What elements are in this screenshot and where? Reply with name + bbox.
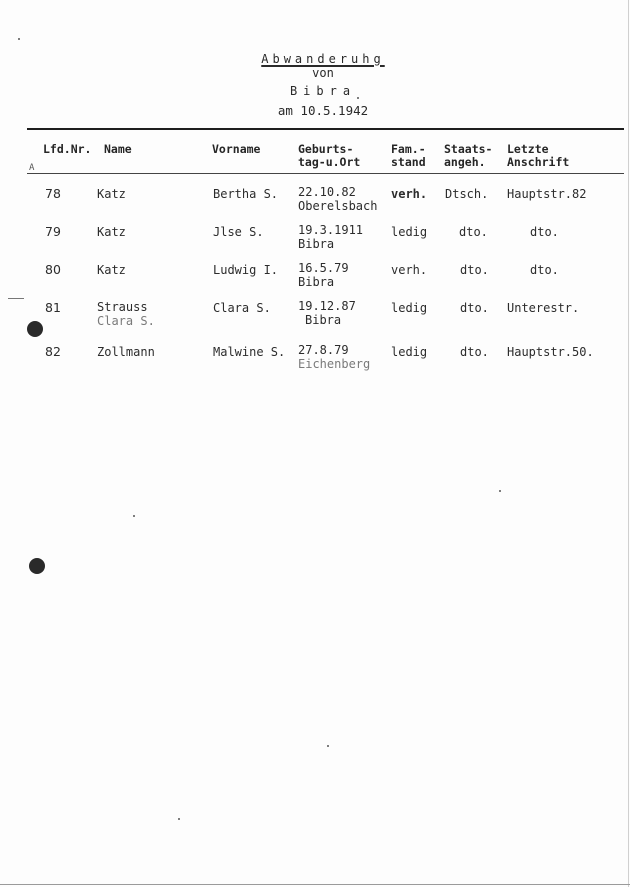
cell-anschrift: Hauptstr.82 (507, 187, 587, 201)
cell-vorname: Ludwig I. (213, 263, 279, 277)
cell-geburt (298, 299, 356, 327)
cell-name: Zollmann (97, 345, 155, 359)
header-geburt-line2: tag-u.Ort (298, 155, 361, 169)
header-staat-line2: angeh. (444, 155, 486, 169)
cell-geburt (298, 185, 377, 213)
punch-hole-bottom (29, 558, 45, 574)
punch-hole-top (27, 321, 43, 337)
cell-nr: 81 (45, 300, 61, 315)
header-staat-line1: Staats- (444, 142, 493, 156)
header-geburt-line1: Geburts- (298, 142, 354, 156)
cell-geburt-ort: Oberelsbach (298, 199, 378, 213)
cell-nr: 78 (45, 186, 61, 201)
cell-stand: verh. (391, 187, 428, 201)
cell-anschrift: Hauptstr.50. (507, 345, 594, 359)
cell-vorname: Jlse S. (213, 225, 264, 239)
header-nr: Lfd.Nr. (43, 142, 92, 156)
ink-speck (499, 490, 501, 492)
header-geburt (298, 143, 360, 169)
cell-geburt-datum: 22.10.82 (298, 185, 356, 199)
margin-marker: A (29, 163, 35, 173)
document-place: Bibra (289, 84, 357, 98)
table-top-rule (27, 128, 624, 130)
margin-tick (8, 298, 24, 299)
cell-name-line2: Clara S. (97, 314, 155, 328)
header-name: Name (104, 142, 132, 156)
header-anschrift-line1: Letzte (507, 142, 549, 156)
cell-anschrift: Unterestr. (507, 301, 580, 315)
header-stand-line2: stand (391, 155, 426, 169)
cell-vorname: Malwine S. (213, 345, 286, 359)
ink-speck (357, 97, 359, 99)
cell-name-line1: Strauss (97, 300, 148, 314)
cell-name (97, 300, 155, 328)
document-subtitle: von (312, 66, 334, 80)
cell-stand: ledig (391, 301, 428, 315)
header-anschrift-line2: Anschrift (507, 155, 570, 169)
cell-geburt-datum: 16.5.79 (298, 261, 349, 275)
cell-stand: ledig (391, 345, 428, 359)
cell-geburt-ort: Eichenberg (298, 357, 371, 371)
cell-staat: dto. (459, 225, 488, 239)
cell-geburt-datum: 27.8.79 (298, 343, 349, 357)
cell-anschrift: dto. (530, 263, 559, 277)
cell-staat: dto. (460, 263, 489, 277)
cell-geburt-ort: Bibra (298, 237, 335, 251)
cell-nr: 82 (45, 344, 61, 359)
cell-staat: Dtsch. (445, 187, 489, 201)
cell-geburt (298, 343, 370, 371)
cell-vorname: Bertha S. (213, 187, 279, 201)
header-vorname: Vorname (212, 142, 261, 156)
cell-anschrift: dto. (530, 225, 559, 239)
cell-stand: verh. (391, 263, 428, 277)
page-edge-right (628, 0, 629, 887)
cell-geburt (298, 223, 363, 251)
cell-name: Katz (97, 225, 126, 239)
header-stand (391, 143, 426, 169)
cell-name: Katz (97, 263, 126, 277)
cell-geburt-ort: Bibra (305, 313, 342, 327)
table-header-rule (27, 173, 624, 174)
ink-speck (133, 515, 135, 517)
header-staat (444, 143, 492, 169)
cell-geburt (298, 261, 349, 289)
ink-speck (327, 745, 329, 747)
header-stand-line1: Fam.- (391, 142, 426, 156)
page-edge-bottom (0, 884, 630, 885)
cell-geburt-datum: 19.3.1911 (298, 223, 364, 237)
cell-nr: 79 (45, 224, 61, 239)
cell-nr: 80 (45, 262, 61, 277)
ink-speck (178, 818, 180, 820)
cell-geburt-datum: 19.12.87 (298, 299, 356, 313)
document-title: Abwanderuhg (261, 52, 385, 66)
cell-staat: dto. (460, 301, 489, 315)
document-date: am 10.5.1942 (277, 103, 369, 118)
cell-vorname: Clara S. (213, 301, 271, 315)
cell-name: Katz (97, 187, 126, 201)
cell-geburt-ort: Bibra (298, 275, 335, 289)
ink-speck (18, 38, 20, 40)
header-anschrift (507, 143, 569, 169)
cell-stand: ledig (391, 225, 428, 239)
cell-staat: dto. (460, 345, 489, 359)
